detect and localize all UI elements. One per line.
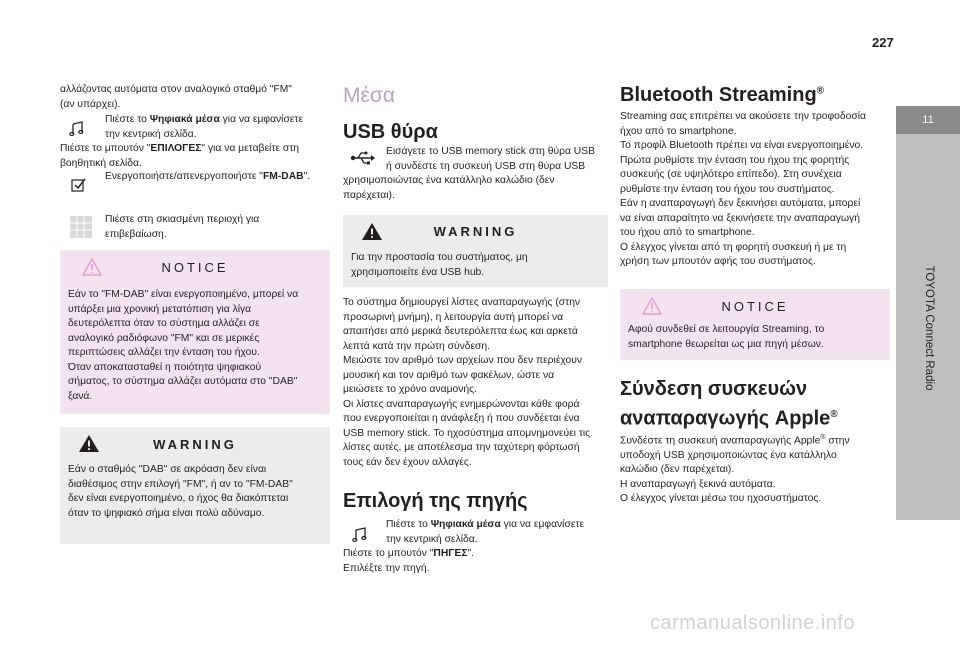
- source-selection-heading: Επιλογή της πηγής: [343, 490, 528, 512]
- watermark: carmanualsonline.info: [650, 612, 856, 634]
- usb-instructions: Εισάγετε το USB memory stick στη θύρα USB ή συνδέστε τη συσκευή USB στη θύρα USB: [386, 146, 595, 172]
- step-toggle-fm-dab: Ενεργοποιήστε/απενεργοποιήστε "FM-DAB".: [105, 171, 311, 182]
- warning-text: Εάν ο σταθμός "DAB" σε ακρόαση δεν είναι διαθέσιμος στην επιλογή "FM", ή αν το "FM-DAB" δεν είναι ενεργοποιημένο, ο ήχος θα διακόπτεται όταν το ψηφιακό σήμα είναι πολύ αδύναμο.: [68, 464, 293, 519]
- bluetooth-streaming-heading: Bluetooth Streaming®: [620, 84, 825, 106]
- chapter-number-tab: 11: [896, 106, 960, 134]
- usb-cable-note: χρησιμοποιώντας ένα κατάλληλο καλώδιο (δεν παρέχεται).: [343, 175, 555, 201]
- options-paragraph: Πιέστε το μπουτόν "ΕΠΙΛΟΓΕΣ" για να μεταβείτε στη βοηθητική σελίδα.: [60, 143, 300, 169]
- playlist-paragraph: Το σύστημα δημιουργεί λίστες αναπαραγωγής (στην προσωρινή μνήμη), η λειτουργία αυτή μπορεί να απαιτήσει από μερικά δευτερόλεπτα έως και αρκετά λεπτά κατά την πρώτη σύνδεση. Μειώστε τον αριθμό των αρχείων που δεν περιέχουν μουσική και τον αριθμό των φακέλων, ώστε να μειώσετε το χρόνο αναμονής. Οι λίστες αναπαραγωγής ενημερώνονται κάθε φορά που ενεργοποιείται η ανάφλεξη ή που συνδέεται ένα USB memory stick. Το ηχοσύστημα απομνημονεύει τις λίστες αυτές, με αποτέλεσμα την ταχύτερη φόρτωσή τους εάν δεν έχουν αλλαγές.: [343, 297, 591, 468]
- shaded-area-icon: [70, 216, 92, 238]
- notice-text: Αφού συνδεθεί σε λειτουργία Streaming, το smartphone θεωρείται ως μια πηγή μέσων.: [628, 324, 825, 350]
- apple-paragraph: Συνδέστε τη συσκευή αναπαραγωγής Apple® στην υποδοχή USB χρησιμοποιώντας ένα κατάλληλο καλώδιο (δεν παρέχεται). Η αναπαραγωγή ξεκινά αυτόματα. Ο έλεγχος γίνεται μέσω του ηχοσυστήματος.: [620, 434, 850, 505]
- source-step: Πιέστε το Ψηφιακά μέσα για να εμφανίσετε την κεντρική σελίδα.: [386, 519, 585, 545]
- section-title-media: Μέσα: [343, 84, 395, 107]
- warning-title: WARNING: [433, 224, 518, 239]
- step-media-main: Πιέστε το Ψηφιακά μέσα για να εμφανίσετε την κεντρική σελίδα.: [105, 114, 304, 140]
- usb-icon: [350, 150, 376, 166]
- warning-title: WARNING: [153, 437, 237, 452]
- step-confirm: Πιέστε στη σκιασμένη περιοχή για επιβεβαίωση.: [105, 214, 260, 240]
- warning-text: Για την προστασία του συστήματος, μη χρησιμοποιείτε ένα USB hub.: [351, 252, 528, 278]
- notice-text: Εάν το "FM-DAB" είναι ενεργοποιημένο, μπορεί να υπάρξει μια χρονική μετατόπιση για λίγα δευτερόλεπτα όταν το σύστημα αλλάζει σε αναλογικό ραδιόφωνο "FM" και σε μερικές περιπτώσεις αλλάζει την ένταση του ήχου. Όταν αποκατασταθεί η ποιότητα ψηφιακού σήματος, το σύστημα αλλάζει αυτόματα στο "DAB" ξανά.: [68, 289, 299, 402]
- notice-title: NOTICE: [721, 299, 789, 314]
- warning-box-dab-signal: [60, 427, 330, 544]
- bluetooth-paragraph: Streaming σας επιτρέπει να ακούσετε την τροφοδοσία ήχου από το smartphone. Το προφίλ Bluetooth πρέπει να είναι ενεργοποιημένο. Πρώτα ρυθμίστε την ένταση του ήχου της φορητής συσκευής (σε υψηλότερο επίπεδο). Στη συνέχεια ρυθμίστε την ένταση του ήχου του συστήματος. Εάν η αναπαραγωγή δεν ξεκινήσει αυτόματα, μπορεί να είναι απαραίτητο να ξεκινήσετε την αναπαραγωγή του ήχου από το smartphone. Ο έλεγχος γίνεται από τη φορητή συσκευή ή με τη χρήση των μπουτόν αφής του συστήματος.: [620, 111, 866, 267]
- checkbox-edit-icon: [71, 177, 87, 193]
- usb-port-heading: USB θύρα: [343, 121, 438, 143]
- apple-connection-heading: Σύνδεση συσκευών αναπαραγωγής Apple®: [620, 378, 838, 430]
- notice-title: NOTICE: [161, 260, 229, 275]
- intro-paragraph: αλλάζοντας αυτόματα στον αναλογικό σταθμό "FM" (αν υπάρχει).: [60, 84, 292, 110]
- music-note-icon: [69, 121, 85, 137]
- chapter-title: TOYOTA Connect Radio: [923, 265, 935, 391]
- page-number: 227: [872, 35, 894, 50]
- notice-box-streaming: [620, 289, 890, 360]
- warning-box-usb-hub: [343, 215, 608, 287]
- source-paragraph: Πιέστε το μπουτόν "ΠΗΓΕΣ". Επιλέξτε την πηγή.: [343, 548, 475, 574]
- notice-box-fm-dab: [60, 250, 330, 414]
- music-note-icon: [352, 527, 368, 543]
